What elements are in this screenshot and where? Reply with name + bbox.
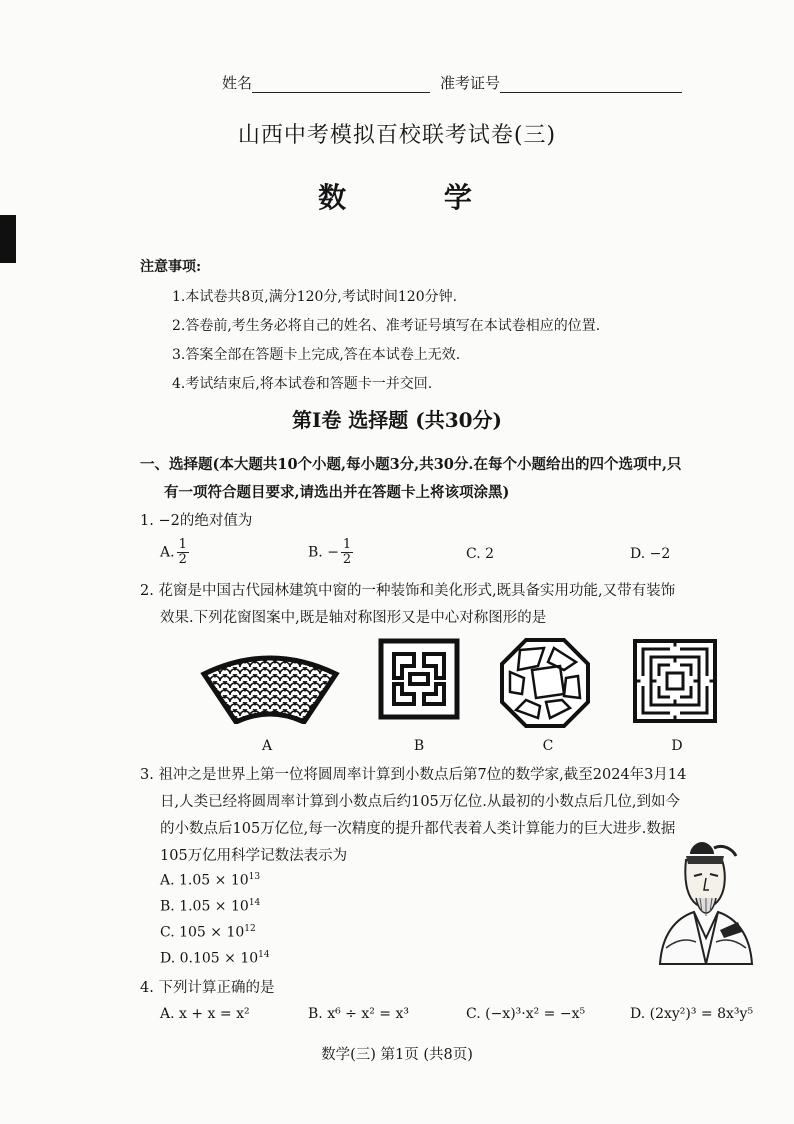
q4-option-d: D. (2xy²)³ = 8x³y⁵ [630,1006,754,1022]
window-label-d: D [671,738,683,754]
q3-option-c: C. $105 \times 10^{12}$ [160,924,256,941]
id-label: 准考证号 [440,74,501,92]
note-item: 2.答卷前,考生务必将自己的姓名、准考证号填写在本试卷相应的位置. [172,318,601,334]
note-item: 4.考试结束后,将本试卷和答题卡一并交回. [172,376,433,392]
zu-chongzhi-portrait-image [656,838,754,966]
q3-line-3: 的小数点后105万亿位,每一次精度的提升都代表着人类计算能力的巨大进步.数据 [160,821,676,837]
window-label-c: C [542,738,554,754]
instruction-line-1: 一、选择题(本大题共10个小题,每小题3分,共30分.在每个小题给出的四个选项中,只 [140,456,682,473]
q2-line-1: 2. 花窗是中国古代园林建筑中窗的一种装饰和美化形式,既具备实用功能,又带有装饰 [140,583,676,599]
q4-stem: 4. 下列计算正确的是 [140,980,275,996]
scan-edge-mark [0,215,16,263]
name-blank[interactable] [252,78,430,93]
window-label-b: B [413,738,425,754]
candidate-info-line [222,72,682,93]
name-label: 姓名 [222,74,253,92]
q3-line-1: 3. 祖冲之是世界上第一位将圆周率计算到小数点后第7位的数学家,截至2024年3月14 [140,767,687,783]
window-lattice-image [378,638,460,720]
q4-option-c: C. (−x)³·x² = −x⁵ [466,1006,586,1022]
instruction-line-2: 有一项符合题目要求,请选出并在答题卡上将该项涂黑) [164,484,510,501]
window-label-a: A [261,738,273,754]
subject-title: 数 学 [318,181,516,214]
q1-stem: 1. −2的绝对值为 [140,513,253,529]
q2-line-2: 效果.下列花窗图案中,既是轴对称图形又是中心对称图形的是 [160,610,547,626]
note-item: 3.答案全部在答题卡上完成,答在本试卷上无效. [172,347,461,363]
q3-line-4: 105万亿用科学记数法表示为 [160,848,348,864]
note-item: 1.本试卷共8页,满分120分,考试时间120分钟. [172,289,458,305]
id-blank[interactable] [500,78,682,93]
q3-line-2: 日,人类已经将圆周率计算到小数点后约105万亿位.从最初的小数点后几位,到如今 [160,794,681,810]
window-octagon-image [498,636,592,730]
q1-option-d: D. −2 [630,546,671,562]
window-fan-image [200,646,340,724]
notes-heading: 注意事项: [140,259,202,275]
page-footer: 数学(三) 第1页 (共8页) [321,1047,473,1063]
q1-option-c: C. 2 [466,546,495,562]
exam-title: 山西中考模拟百校联考试卷(三) [237,123,557,148]
q3-option-b: B. $1.05 \times 10^{14}$ [160,898,261,915]
section-title: 第Ⅰ卷 选择题 (共30分) [291,408,503,432]
q1-option-b: B. − $\frac{1}{2}$ [308,537,352,567]
q4-option-b: B. x⁶ ÷ x² = x³ [308,1006,409,1022]
q3-option-a: A. $1.05 \times 10^{13}$ [160,872,261,889]
window-maze-image [632,638,718,724]
q1-option-a: A. $\frac{1}{2}$ [160,537,187,567]
q3-option-d: D. $0.105 \times 10^{14}$ [160,950,270,967]
q4-option-a: A. x + x = x² [160,1006,250,1022]
